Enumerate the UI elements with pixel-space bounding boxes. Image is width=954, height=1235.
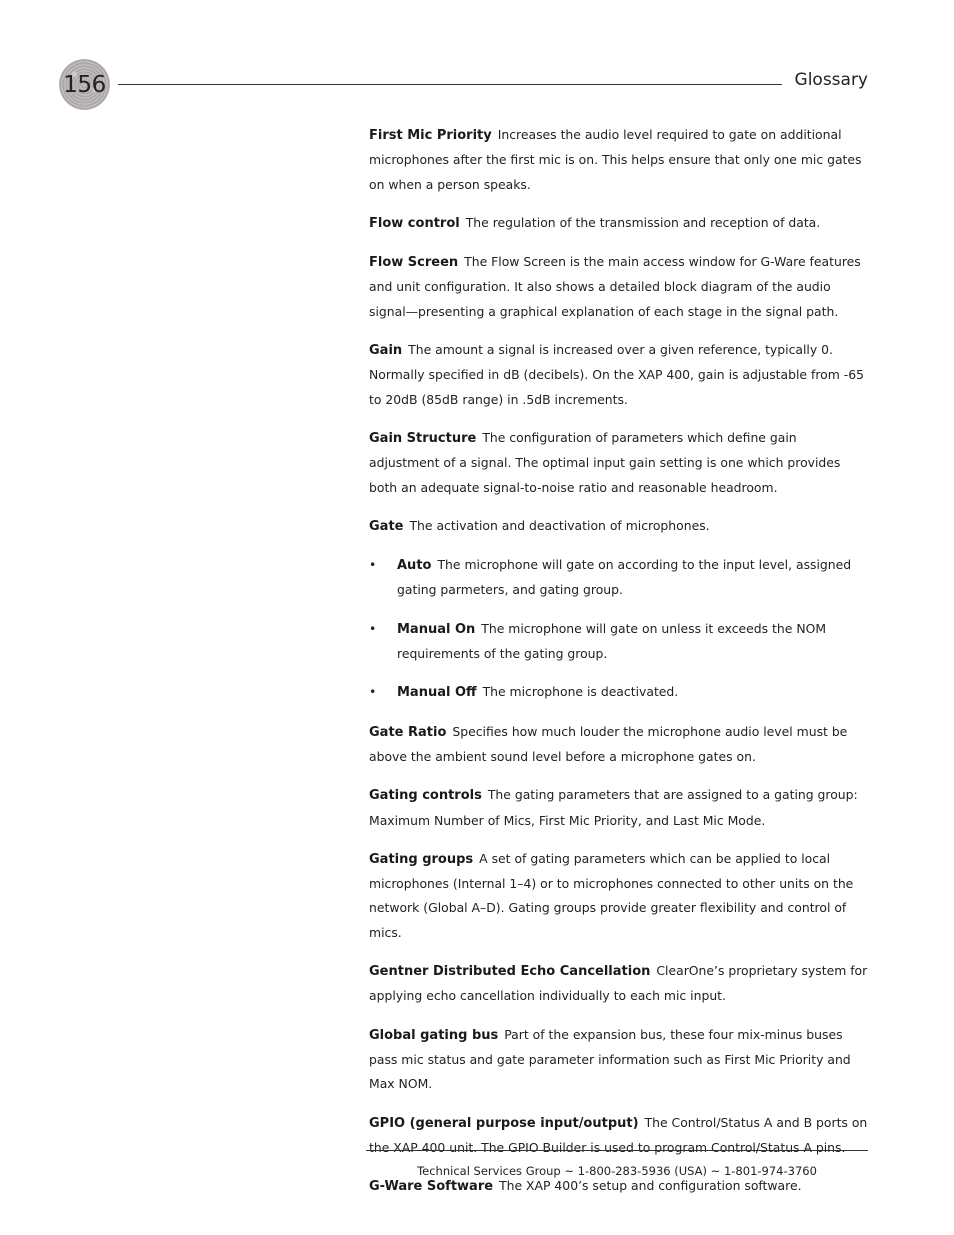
footer-contact: Technical Services Group ~ 1-800-283-5936 (USA) ~ 1-801-974-3760 (417, 1164, 817, 1178)
glossary-term: Auto (397, 558, 432, 574)
glossary-term: Manual On (397, 621, 476, 637)
glossary-entry-flow-control (369, 211, 869, 236)
glossary-entry-global-gating-bus (369, 1023, 869, 1097)
glossary-entry-flow-screen (369, 250, 869, 324)
bullet-icon: • (369, 557, 377, 573)
glossary-definition: The microphone is deactivated. (482, 684, 679, 700)
glossary-term: Gate Ratio (369, 724, 447, 740)
glossary-entry-gating-controls (369, 783, 869, 833)
glossary-term: Global gating bus (369, 1027, 499, 1043)
glossary-definition: A set of gating parameters which can be applied to local microphones (Internal 1–4) or to microphones connected to other units on the network (Global A–D). Gating groups provide greater flexibility and control of mics. (369, 850, 854, 940)
glossary-definition: Specifies how much louder the microphone audio level must be above the ambient sound level before a microphone gates on. (369, 723, 848, 764)
glossary-term: Gating groups (369, 851, 474, 867)
page-number: 156 (63, 71, 106, 98)
glossary-term: Gain (369, 343, 403, 359)
glossary-definition: The regulation of the transmission and reception of data. (465, 214, 821, 230)
glossary-entry-gating-groups (369, 847, 869, 945)
glossary-definition: The configuration of parameters which define gain adjustment of a signal. The optimal input gain setting is one which provides both an adequate signal-to-noise ratio and reasonable headroom. (369, 429, 841, 495)
page-number-badge (59, 59, 110, 110)
header-rule (118, 84, 782, 85)
glossary-term: First Mic Priority (369, 128, 492, 143)
bullet-icon: • (369, 684, 377, 700)
glossary-definition: Part of the expansion bus, these four mix-minus buses pass mic status and gate parameter information such as First Mic Priority and Max NOM. (369, 1026, 851, 1092)
glossary-term: Manual Off (397, 685, 477, 701)
glossary-term: GPIO (general purpose input/output) (369, 1115, 639, 1131)
glossary-entry-first-mic-priority (369, 123, 869, 197)
glossary-definition: ClearOne’s proprietary system for applying echo cancellation individually to each mic input. (369, 963, 868, 1004)
glossary-bullet-manual-off (369, 680, 869, 705)
glossary-content (369, 123, 869, 1213)
glossary-definition: The XAP 400’s setup and configuration software. (499, 1178, 802, 1194)
glossary-term: Gating controls (369, 788, 482, 804)
bullet-icon: • (369, 620, 377, 636)
glossary-definition: Increases the audio level required to gate on additional microphones after the first mic is on. This helps ensure that only one mic gates on when a person speaks. (369, 127, 862, 192)
glossary-definition: The activation and deactivation of microphones. (409, 517, 710, 533)
glossary-term: Gain Structure (369, 430, 477, 446)
glossary-definition: The Flow Screen is the main access window for G-Ware features and unit configuration. It also shows a detailed block diagram of the audio signal—presenting a graphical explanation of each stage in the signal path. (369, 254, 861, 319)
glossary-term: Flow Screen (369, 255, 459, 271)
section-title: Glossary (794, 70, 868, 90)
glossary-entry-gate-ratio (369, 720, 869, 770)
glossary-term: Gate (369, 518, 404, 534)
glossary-entry-gentner-echo-cancellation (369, 959, 869, 1009)
glossary-bullet-manual-on (369, 617, 869, 667)
glossary-definition: The gating parameters that are assigned to a gating group: Maximum Number of Mics, First Mic Priority, and Last Mic Mode. (369, 787, 858, 828)
glossary-definition: The amount a signal is increased over a given reference, typically 0. Normally specified in dB (decibels). On the XAP 400, gain is adjustable from -65 to 20dB (85dB range) in .5dB increments. (369, 342, 864, 407)
glossary-bullet-auto (369, 553, 869, 603)
glossary-definition: The microphone will gate on according to the input level, assigned gating parmeters, and gating group. (397, 557, 852, 598)
glossary-entry-gain-structure (369, 426, 869, 500)
glossary-definition: The microphone will gate on unless it exceeds the NOM requirements of the gating group. (397, 620, 827, 662)
glossary-entry-gain (369, 338, 869, 412)
glossary-term: Flow control (369, 215, 460, 231)
glossary-term: G-Ware Software (369, 1179, 494, 1195)
glossary-entry-gate (369, 514, 869, 539)
glossary-entry-gpio (369, 1111, 869, 1161)
footer-rule (366, 1150, 868, 1151)
glossary-term: Gentner Distributed Echo Cancellation (369, 964, 651, 980)
glossary-definition: The Control/Status A and B ports on the XAP 400 unit. The GPIO Builder is used to program Control/Status A pins. (369, 1114, 868, 1155)
